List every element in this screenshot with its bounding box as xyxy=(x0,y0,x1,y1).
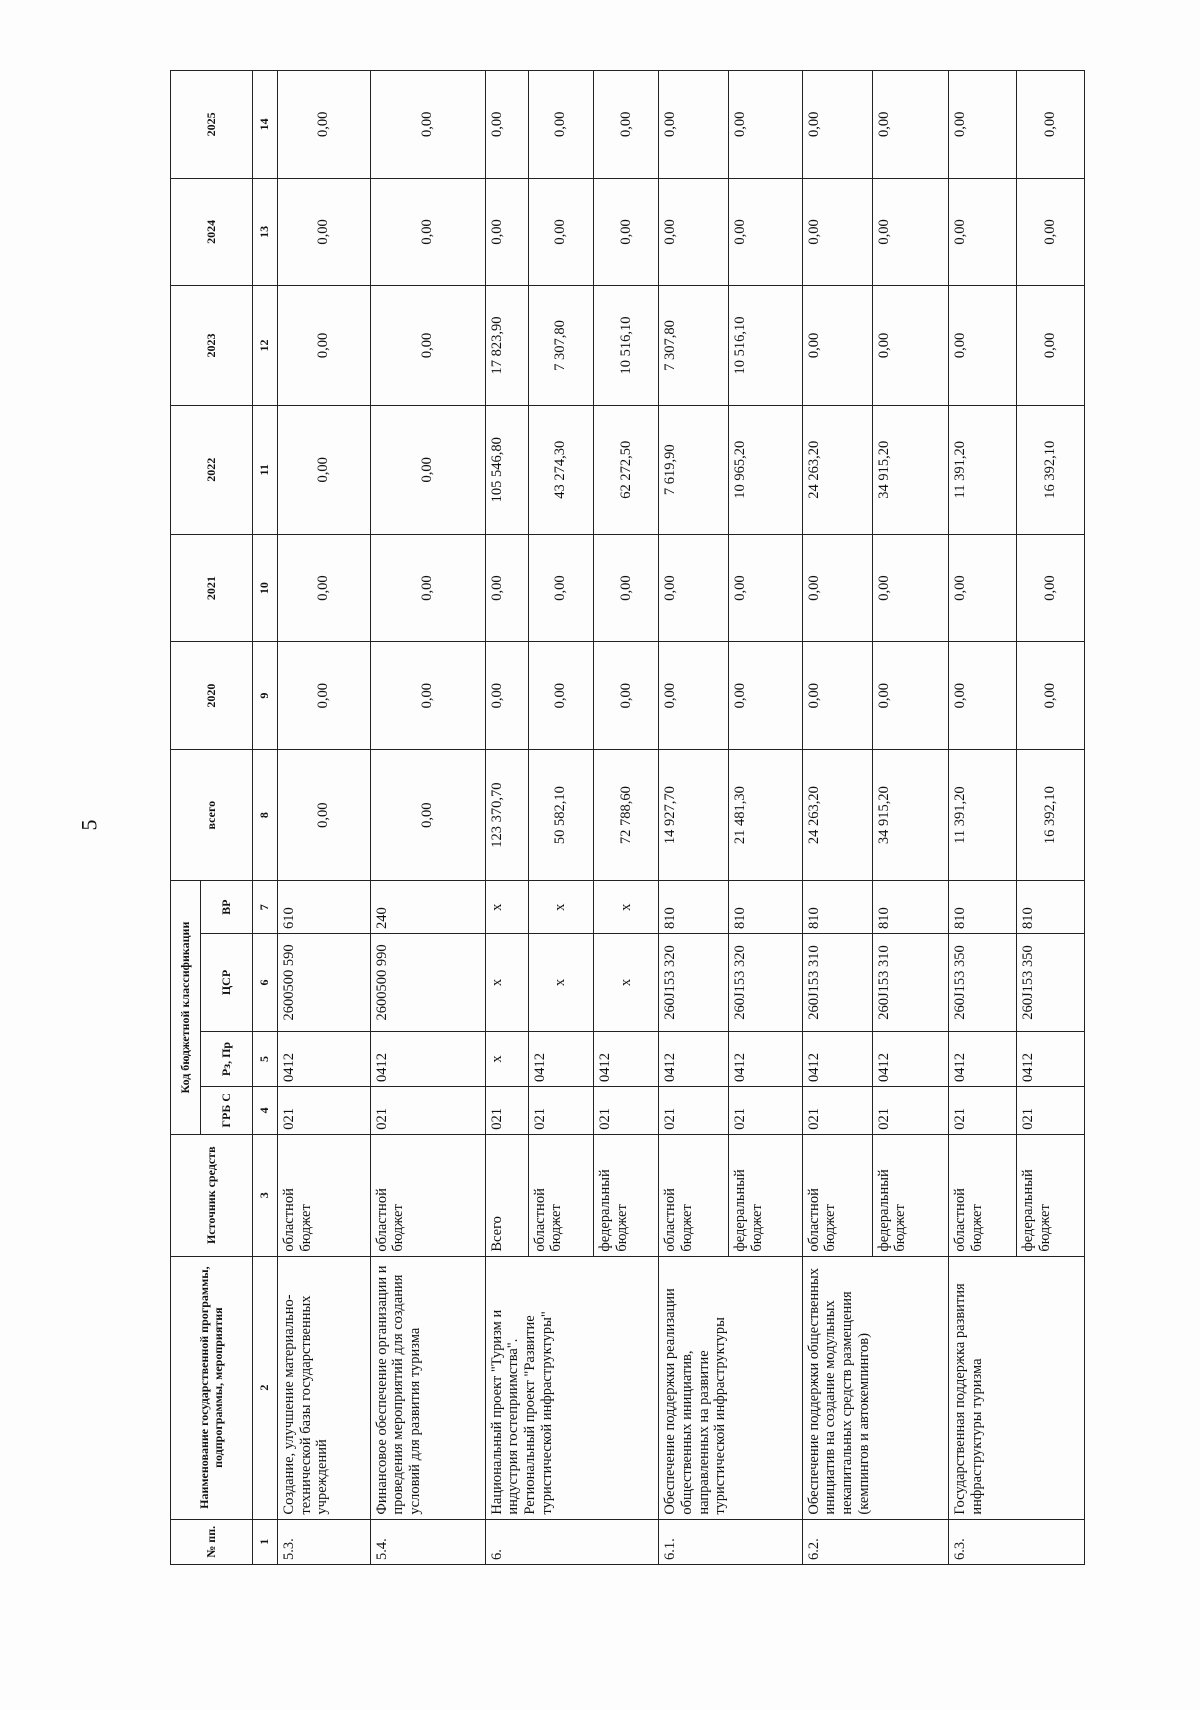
row-vr: 240 xyxy=(370,881,485,934)
row-grbs: 021 xyxy=(872,1086,949,1134)
row-2022: 62 272,50 xyxy=(593,405,658,534)
row-csr: x xyxy=(485,933,528,1031)
row-total: 123 370,70 xyxy=(485,749,528,880)
header-2022: 2022 xyxy=(171,405,253,534)
row-rzpr: 0412 xyxy=(593,1031,658,1086)
header-total: всего xyxy=(171,749,253,880)
row-vr: 810 xyxy=(659,881,729,934)
header-num: № пп. xyxy=(171,1519,253,1564)
row-source: областной бюджет xyxy=(949,1134,1017,1256)
row-vr: x xyxy=(528,881,593,934)
row-2023: 17 823,90 xyxy=(485,286,528,406)
header-source: Источник средств xyxy=(171,1134,253,1256)
row-total: 11 391,20 xyxy=(949,749,1017,880)
column-number: 8 xyxy=(253,749,278,880)
column-number: 2 xyxy=(253,1256,278,1519)
row-total: 21 481,30 xyxy=(729,749,802,880)
row-csr: 260J153 310 xyxy=(872,933,949,1031)
row-2020: 0,00 xyxy=(593,642,658,750)
row-2024: 0,00 xyxy=(370,178,485,286)
row-2024: 0,00 xyxy=(729,178,802,286)
row-vr: 810 xyxy=(872,881,949,934)
row-total: 24 263,20 xyxy=(802,749,872,880)
column-number: 14 xyxy=(253,71,278,179)
row-total: 16 392,10 xyxy=(1017,749,1085,880)
row-grbs: 021 xyxy=(278,1086,371,1134)
row-2023: 10 516,10 xyxy=(593,286,658,406)
header-vr: ВР xyxy=(201,881,253,934)
header-2023: 2023 xyxy=(171,286,253,406)
row-vr: 810 xyxy=(729,881,802,934)
row-rzpr: 0412 xyxy=(370,1031,485,1086)
row-name: Финансовое обеспечение организации и проведения мероприятий для создания условий для развития туризма xyxy=(370,1256,485,1519)
row-2022: 105 546,80 xyxy=(485,405,528,534)
row-2023: 0,00 xyxy=(949,286,1017,406)
column-number: 11 xyxy=(253,405,278,534)
column-number: 4 xyxy=(253,1086,278,1134)
column-number: 9 xyxy=(253,642,278,750)
row-source: областной бюджет xyxy=(370,1134,485,1256)
row-vr: 810 xyxy=(949,881,1017,934)
column-number: 3 xyxy=(253,1134,278,1256)
header-2020: 2020 xyxy=(171,642,253,750)
row-2024: 0,00 xyxy=(528,178,593,286)
row-2023: 0,00 xyxy=(370,286,485,406)
budget-table xyxy=(170,70,1085,1565)
row-grbs: 021 xyxy=(1017,1086,1085,1134)
row-total: 72 788,60 xyxy=(593,749,658,880)
row-2021: 0,00 xyxy=(370,534,485,642)
row-2025: 0,00 xyxy=(370,71,485,179)
row-2020: 0,00 xyxy=(729,642,802,750)
table-row xyxy=(659,71,729,1565)
row-name: Обеспечение поддержки общественных инициатив на создание модульных некапитальных средств размещения (кемпингов и автокемпингов) xyxy=(802,1256,949,1519)
row-2024: 0,00 xyxy=(1017,178,1085,286)
column-number: 6 xyxy=(253,933,278,1031)
row-num: 5.4. xyxy=(370,1519,485,1564)
row-csr: x xyxy=(528,933,593,1031)
row-2024: 0,00 xyxy=(485,178,528,286)
row-rzpr: x xyxy=(485,1031,528,1086)
row-num: 6.1. xyxy=(659,1519,802,1564)
page-number: 5 xyxy=(76,819,102,831)
row-2023: 0,00 xyxy=(872,286,949,406)
row-2021: 0,00 xyxy=(278,534,371,642)
row-2021: 0,00 xyxy=(729,534,802,642)
row-total: 50 582,10 xyxy=(528,749,593,880)
row-vr: 610 xyxy=(278,881,371,934)
row-2020: 0,00 xyxy=(278,642,371,750)
row-2024: 0,00 xyxy=(872,178,949,286)
row-num: 6.3. xyxy=(949,1519,1085,1564)
row-2020: 0,00 xyxy=(485,642,528,750)
row-2020: 0,00 xyxy=(528,642,593,750)
row-source: областной бюджет xyxy=(278,1134,371,1256)
row-total: 34 915,20 xyxy=(872,749,949,880)
row-2023: 0,00 xyxy=(1017,286,1085,406)
row-2021: 0,00 xyxy=(485,534,528,642)
row-2022: 7 619,90 xyxy=(659,405,729,534)
row-grbs: 021 xyxy=(949,1086,1017,1134)
row-2023: 0,00 xyxy=(802,286,872,406)
row-2021: 0,00 xyxy=(659,534,729,642)
table-row xyxy=(802,71,872,1565)
row-2020: 0,00 xyxy=(872,642,949,750)
row-2024: 0,00 xyxy=(278,178,371,286)
row-2025: 0,00 xyxy=(872,71,949,179)
row-vr: x xyxy=(485,881,528,934)
row-csr: 260J153 320 xyxy=(729,933,802,1031)
row-2022: 11 391,20 xyxy=(949,405,1017,534)
row-num: 5.3. xyxy=(278,1519,371,1564)
column-number: 13 xyxy=(253,178,278,286)
row-2021: 0,00 xyxy=(593,534,658,642)
row-2025: 0,00 xyxy=(729,71,802,179)
column-number: 5 xyxy=(253,1031,278,1086)
table-row xyxy=(949,71,1017,1565)
table-row xyxy=(370,71,485,1565)
column-number: 1 xyxy=(253,1519,278,1564)
row-grbs: 021 xyxy=(528,1086,593,1134)
row-2021: 0,00 xyxy=(949,534,1017,642)
row-csr: 260J153 350 xyxy=(949,933,1017,1031)
row-2022: 34 915,20 xyxy=(872,405,949,534)
row-source: федеральный бюджет xyxy=(593,1134,658,1256)
row-2021: 0,00 xyxy=(1017,534,1085,642)
column-number: 12 xyxy=(253,286,278,406)
header-name: Наименование государственной программы, подпрограммы, мероприятия xyxy=(171,1256,253,1519)
row-2025: 0,00 xyxy=(278,71,371,179)
row-2021: 0,00 xyxy=(528,534,593,642)
row-csr: 260J153 350 xyxy=(1017,933,1085,1031)
row-source: федеральный бюджет xyxy=(729,1134,802,1256)
row-total: 0,00 xyxy=(370,749,485,880)
row-rzpr: 0412 xyxy=(872,1031,949,1086)
row-2025: 0,00 xyxy=(593,71,658,179)
row-2023: 0,00 xyxy=(278,286,371,406)
row-2022: 10 965,20 xyxy=(729,405,802,534)
row-rzpr: 0412 xyxy=(528,1031,593,1086)
row-vr: 810 xyxy=(802,881,872,934)
row-source: федеральный бюджет xyxy=(872,1134,949,1256)
row-2021: 0,00 xyxy=(802,534,872,642)
row-2023: 10 516,10 xyxy=(729,286,802,406)
column-number: 10 xyxy=(253,534,278,642)
row-vr: 810 xyxy=(1017,881,1085,934)
row-2020: 0,00 xyxy=(802,642,872,750)
row-grbs: 021 xyxy=(593,1086,658,1134)
row-2020: 0,00 xyxy=(659,642,729,750)
row-2025: 0,00 xyxy=(949,71,1017,179)
header-code-group: Код бюджетной классификации xyxy=(171,881,201,1134)
row-rzpr: 0412 xyxy=(659,1031,729,1086)
row-grbs: 021 xyxy=(485,1086,528,1134)
row-rzpr: 0412 xyxy=(729,1031,802,1086)
row-source: федеральный бюджет xyxy=(1017,1134,1085,1256)
row-name: Государственная поддержка развития инфраструктуры туризма xyxy=(949,1256,1085,1519)
row-total: 0,00 xyxy=(278,749,371,880)
budget-table-rotated xyxy=(170,70,1085,1565)
row-csr: 260J153 320 xyxy=(659,933,729,1031)
row-total: 14 927,70 xyxy=(659,749,729,880)
row-num: 6.2. xyxy=(802,1519,949,1564)
row-2020: 0,00 xyxy=(949,642,1017,750)
row-name: Обеспечение поддержки реализации общественных инициатив, направленных на развитие туристической инфраструктуры xyxy=(659,1256,802,1519)
table-row xyxy=(278,71,371,1565)
row-name: Создание, улучшение материально-технической базы государственных учреждений xyxy=(278,1256,371,1519)
row-2025: 0,00 xyxy=(802,71,872,179)
row-name: Национальный проект "Туризм и индустрия гостеприимства". Региональный проект "Развитие туристической инфраструктуры" xyxy=(485,1256,659,1519)
row-rzpr: 0412 xyxy=(802,1031,872,1086)
row-rzpr: 0412 xyxy=(278,1031,371,1086)
row-csr: x xyxy=(593,933,658,1031)
column-number: 7 xyxy=(253,881,278,934)
row-source: областной бюджет xyxy=(802,1134,872,1256)
column-number-row xyxy=(253,71,278,1565)
header-grbs: ГРБ С xyxy=(201,1086,253,1134)
row-2024: 0,00 xyxy=(949,178,1017,286)
row-rzpr: 0412 xyxy=(1017,1031,1085,1086)
header-csr: ЦСР xyxy=(201,933,253,1031)
row-2025: 0,00 xyxy=(1017,71,1085,179)
row-2022: 16 392,10 xyxy=(1017,405,1085,534)
row-csr: 260J153 310 xyxy=(802,933,872,1031)
header-2025: 2025 xyxy=(171,71,253,179)
row-2025: 0,00 xyxy=(659,71,729,179)
row-source: областной бюджет xyxy=(528,1134,593,1256)
table-row xyxy=(485,71,528,1565)
row-2024: 0,00 xyxy=(659,178,729,286)
row-2025: 0,00 xyxy=(528,71,593,179)
row-2020: 0,00 xyxy=(1017,642,1085,750)
header-rzpr: Рз, Пр xyxy=(201,1031,253,1086)
header-2024: 2024 xyxy=(171,178,253,286)
row-csr: 2600500 990 xyxy=(370,933,485,1031)
row-grbs: 021 xyxy=(802,1086,872,1134)
row-2023: 7 307,80 xyxy=(528,286,593,406)
row-grbs: 021 xyxy=(729,1086,802,1134)
row-2025: 0,00 xyxy=(485,71,528,179)
row-2022: 0,00 xyxy=(278,405,371,534)
row-source: областной бюджет xyxy=(659,1134,729,1256)
row-2022: 0,00 xyxy=(370,405,485,534)
row-num: 6. xyxy=(485,1519,659,1564)
row-2022: 24 263,20 xyxy=(802,405,872,534)
header-2021: 2021 xyxy=(171,534,253,642)
row-2024: 0,00 xyxy=(802,178,872,286)
row-vr: x xyxy=(593,881,658,934)
row-2024: 0,00 xyxy=(593,178,658,286)
row-2023: 7 307,80 xyxy=(659,286,729,406)
row-csr: 2600500 590 xyxy=(278,933,371,1031)
row-source: Всего xyxy=(485,1134,528,1256)
row-2022: 43 274,30 xyxy=(528,405,593,534)
row-2021: 0,00 xyxy=(872,534,949,642)
row-grbs: 021 xyxy=(659,1086,729,1134)
row-rzpr: 0412 xyxy=(949,1031,1017,1086)
row-grbs: 021 xyxy=(370,1086,485,1134)
row-2020: 0,00 xyxy=(370,642,485,750)
